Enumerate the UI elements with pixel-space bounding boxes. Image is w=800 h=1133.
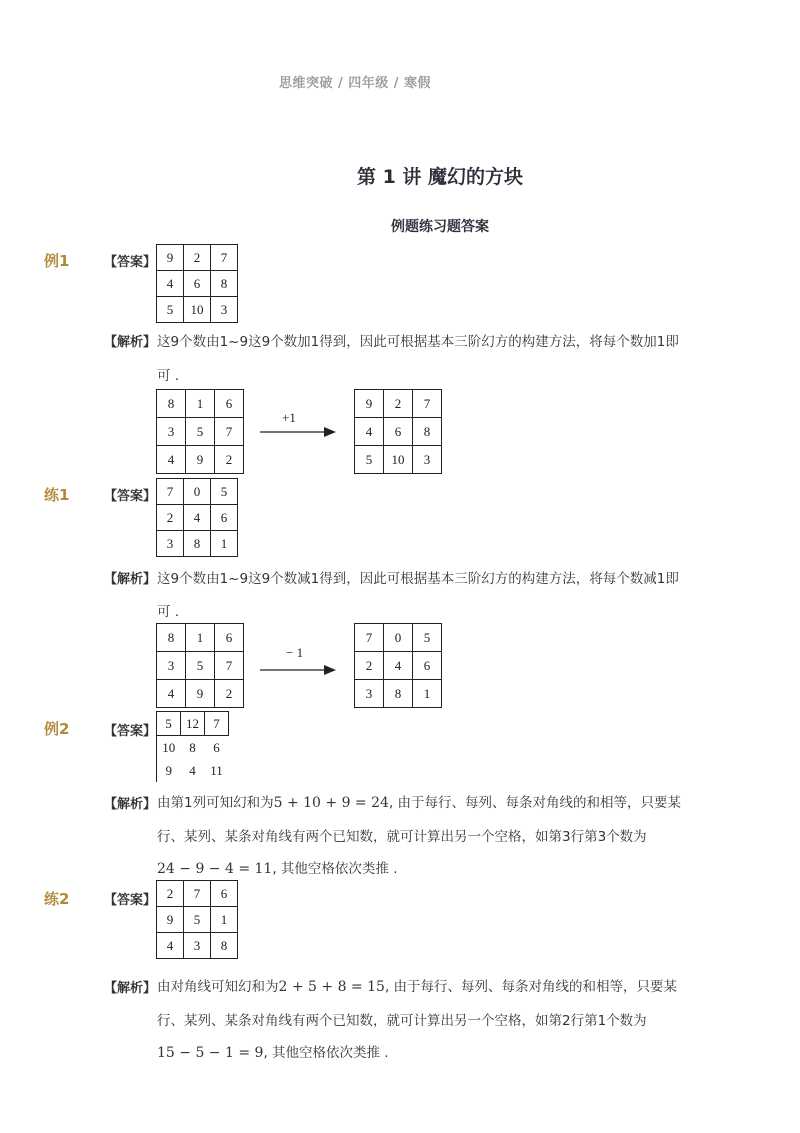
grid-cell: 12 — [181, 712, 205, 736]
grid-cell: 3 — [157, 418, 186, 446]
pr1-answer-grid — [156, 478, 238, 557]
grid-row — [157, 736, 229, 760]
grid-cell: 2 — [215, 680, 244, 708]
pr2-analysis-line3 — [157, 1041, 389, 1061]
grid-row — [157, 271, 238, 297]
grid-row — [157, 297, 238, 323]
grid-cell: 7 — [157, 479, 184, 505]
ex1-answer-tag: 【答案】 — [104, 255, 157, 270]
pr2-analysis-tag: 【解析】 — [104, 981, 157, 996]
ex1-arrow — [258, 425, 338, 439]
grid-cell: 6 — [215, 390, 244, 418]
pr1-from-grid — [156, 623, 244, 708]
grid-cell: 5 — [186, 652, 215, 680]
grid-row — [355, 624, 442, 652]
pr2-line1-post: , 由于每行、每列、每条对角线的和相等，只要某 — [384, 979, 678, 995]
ex2-line1-math: 5 + 10 + 9 = 24 — [273, 795, 389, 811]
grid-row — [157, 933, 238, 959]
ex2-answer-grid — [156, 711, 229, 782]
ex2-analysis-line2: 行、某列、某条对角线有两个已知数，就可计算出另一个空格，如第3行第3个数为 — [157, 829, 647, 845]
grid-cell: 4 — [157, 446, 186, 474]
grid-cell: 3 — [184, 933, 211, 959]
grid-cell: 3 — [157, 652, 186, 680]
grid-cell: 1 — [186, 390, 215, 418]
grid-row — [157, 418, 244, 446]
grid-cell: 5 — [413, 624, 442, 652]
grid-cell: 4 — [189, 762, 196, 778]
grid-cell: 2 — [184, 245, 211, 271]
pr1-op-label: − 1 — [286, 645, 304, 660]
pr2-line1-math: 2 + 5 + 8 = 15 — [278, 979, 385, 995]
grid-row — [157, 907, 238, 933]
grid-cell: 5 — [157, 712, 181, 736]
grid-row — [157, 245, 238, 271]
grid-cell: 9 — [157, 907, 184, 933]
grid-cell: 5 — [184, 907, 211, 933]
grid-cell: 2 — [157, 505, 184, 531]
pr2-line3-math: 15 − 5 − 1 = 9 — [157, 1045, 264, 1061]
ex1-label: 例1 — [44, 252, 70, 270]
grid-cell: 9 — [186, 446, 215, 474]
grid-row — [355, 446, 442, 474]
pr2-answer-tag: 【答案】 — [104, 893, 157, 908]
ex1-from-grid — [156, 389, 244, 474]
grid-row — [157, 505, 238, 531]
pr1-to-grid — [354, 623, 442, 708]
grid-cell: 7 — [355, 624, 384, 652]
ex2-answer-tag: 【答案】 — [104, 724, 157, 739]
pr1-label: 练1 — [44, 486, 70, 504]
ex2-line3-post: , 其他空格依次类推 . — [272, 861, 398, 877]
grid-cell: 4 — [157, 271, 184, 297]
ex2-line3-math: 24 − 9 − 4 = 11 — [157, 861, 273, 877]
grid-cell: 11 — [210, 762, 223, 778]
grid-cell: 2 — [157, 881, 184, 907]
grid-cell: 6 — [213, 739, 220, 755]
grid-cell: 1 — [186, 624, 215, 652]
grid-cell: 10 — [184, 297, 211, 323]
grid-row — [355, 680, 442, 708]
grid-row — [157, 446, 244, 474]
grid-cell: 8 — [157, 390, 186, 418]
ex1-analysis-line1: 这9个数由1~9这9个数加1得到，因此可根据基本三阶幻方的构建方法，将每个数加1即 — [157, 334, 679, 350]
ex1-answer-grid — [156, 244, 238, 323]
grid-cell: 5 — [211, 479, 238, 505]
grid-cell: 8 — [413, 418, 442, 446]
grid-cell: 4 — [157, 933, 184, 959]
grid-cell: 2 — [215, 446, 244, 474]
grid-cell: 9 — [355, 390, 384, 418]
grid-row — [355, 390, 442, 418]
grid-cell: 6 — [211, 505, 238, 531]
page-title: 第 1 讲 魔幻的方块 — [356, 166, 524, 188]
grid-cell: 5 — [355, 446, 384, 474]
grid-cell: 9 — [157, 245, 184, 271]
grid-cell: 5 — [157, 297, 184, 323]
grid-row — [355, 418, 442, 446]
pr1-analysis-line1: 这9个数由1~9这9个数减1得到，因此可根据基本三阶幻方的构建方法，将每个数减1即 — [157, 571, 679, 587]
grid-row — [157, 479, 238, 505]
grid-cell: 8 — [157, 624, 186, 652]
ex1-to-grid — [354, 389, 442, 474]
ex2-analysis-line1 — [157, 791, 681, 811]
grid-row — [157, 652, 244, 680]
pr2-line3-post: , 其他空格依次类推 . — [263, 1045, 389, 1061]
grid-cell: 6 — [413, 652, 442, 680]
pr1-analysis-line2: 可 . — [157, 604, 180, 620]
grid-cell: 8 — [211, 271, 238, 297]
grid-cell: 7 — [215, 418, 244, 446]
grid-cell: 8 — [184, 531, 211, 557]
grid-cell: 10 — [384, 446, 413, 474]
grid-cell: 2 — [384, 390, 413, 418]
grid-cell: 7 — [413, 390, 442, 418]
breadcrumb: 思维突破 / 四年级 / 寒假 — [278, 76, 432, 91]
grid-cell: 8 — [189, 739, 196, 755]
grid-cell: 4 — [157, 680, 186, 708]
grid-row — [157, 624, 244, 652]
pr1-analysis-tag: 【解析】 — [104, 572, 157, 587]
ex1-analysis-tag: 【解析】 — [104, 335, 157, 350]
grid-cell: 4 — [384, 652, 413, 680]
grid-cell: 4 — [355, 418, 384, 446]
ex2-analysis-tag: 【解析】 — [104, 797, 157, 812]
grid-cell: 1 — [211, 907, 238, 933]
grid-cell: 6 — [215, 624, 244, 652]
grid-cell: 9 — [186, 680, 215, 708]
grid-cell: 0 — [184, 479, 211, 505]
pr1-arrow — [258, 663, 338, 677]
ex1-analysis-line2: 可 . — [157, 368, 180, 384]
grid-row — [157, 390, 244, 418]
grid-cell: 6 — [211, 881, 238, 907]
grid-cell: 5 — [186, 418, 215, 446]
pr2-answer-grid — [156, 880, 238, 959]
ex2-analysis-line3 — [157, 857, 398, 877]
grid-row — [157, 680, 244, 708]
ex2-label: 例2 — [44, 720, 70, 738]
grid-cell: 1 — [413, 680, 442, 708]
grid-cell: 3 — [413, 446, 442, 474]
grid-row — [157, 531, 238, 557]
grid-cell: 8 — [211, 933, 238, 959]
grid-cell: 3 — [355, 680, 384, 708]
ex2-line1-pre: 由第1列可知幻和为 — [157, 795, 274, 811]
grid-row — [157, 759, 229, 782]
grid-row — [157, 881, 238, 907]
grid-cell: 1 — [211, 531, 238, 557]
grid-cell: 6 — [184, 271, 211, 297]
grid-cell: 6 — [384, 418, 413, 446]
grid-row — [355, 652, 442, 680]
pr2-label: 练2 — [44, 890, 70, 908]
pr1-answer-tag: 【答案】 — [104, 489, 157, 504]
pr2-analysis-line1 — [157, 975, 677, 995]
pr2-analysis-line2: 行、某列、某条对角线有两个已知数，就可计算出另一个空格，如第2行第1个数为 — [157, 1013, 647, 1029]
grid-cell: 3 — [211, 297, 238, 323]
grid-cell: 7 — [215, 652, 244, 680]
page-subtitle: 例题练习题答案 — [391, 219, 489, 235]
grid-cell: 7 — [184, 881, 211, 907]
grid-cell: 3 — [157, 531, 184, 557]
ex2-line1-post: , 由于每行、每列、每条对角线的和相等，只要某 — [388, 795, 682, 811]
grid-cell: 10 — [157, 736, 181, 760]
ex1-op-label: +1 — [282, 410, 296, 425]
grid-cell: 4 — [184, 505, 211, 531]
pr2-line1-pre: 由对角线可知幻和为 — [157, 979, 279, 995]
grid-cell: 7 — [211, 245, 238, 271]
grid-cell: 9 — [157, 759, 181, 782]
grid-cell: 8 — [384, 680, 413, 708]
grid-cell: 7 — [205, 712, 229, 736]
grid-cell: 0 — [384, 624, 413, 652]
grid-cell: 2 — [355, 652, 384, 680]
grid-row — [157, 712, 229, 736]
